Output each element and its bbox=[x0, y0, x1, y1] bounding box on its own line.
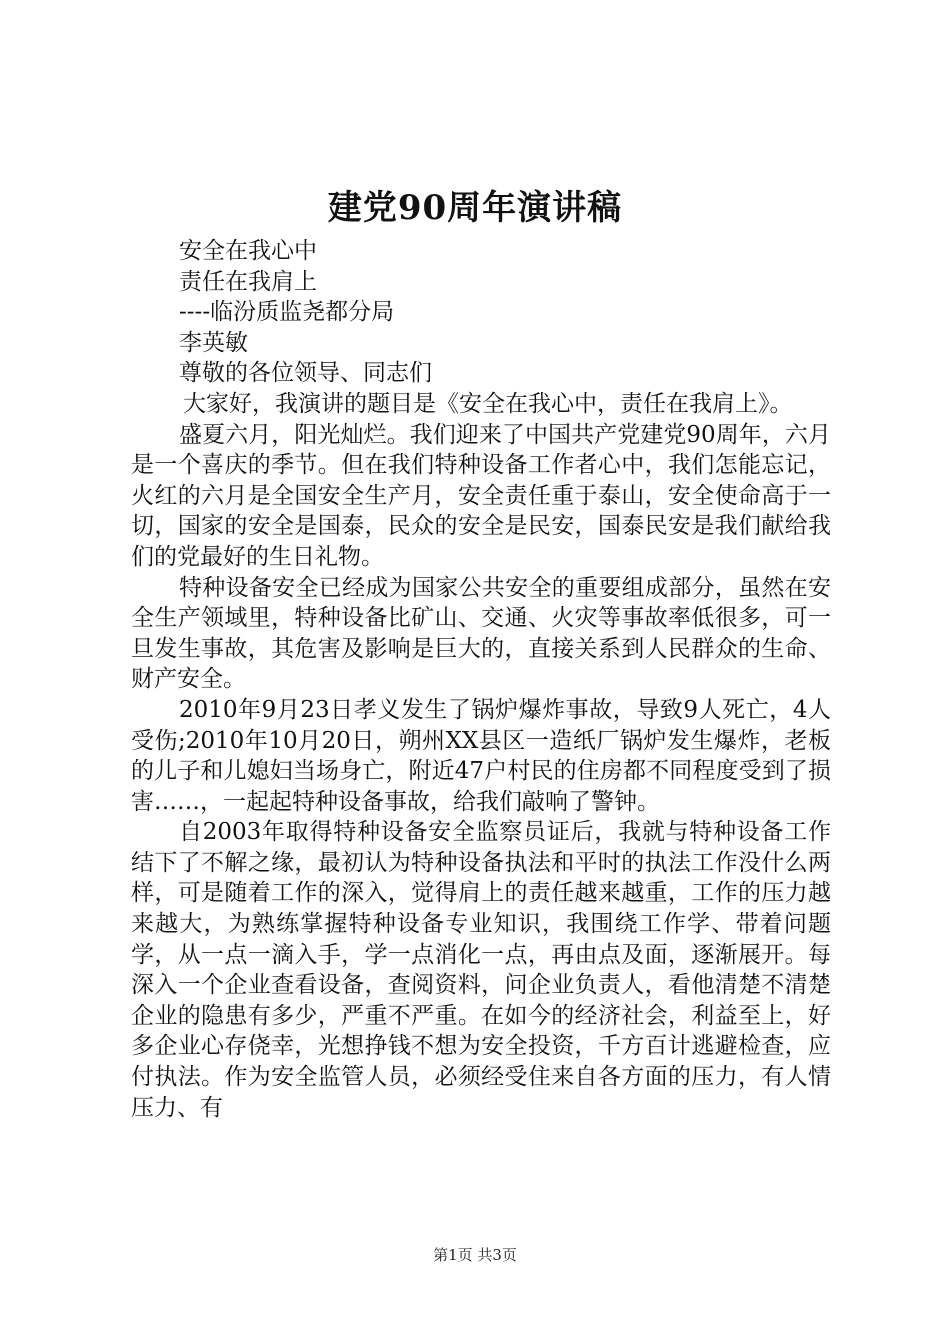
paragraph-june: 盛夏六月，阳光灿烂。我们迎来了中国共产党建党90周年，六月是一个喜庆的季节。但在我们特种设备工作者心中，我们怎能忘记，火红的六月是全国安全生产月，安全责任重于泰山，安全使命高于一切，国家的安全是国泰，民众的安全是民安，国泰民安是我们献给我们的党最好的生日礼物。 bbox=[131, 421, 831, 570]
paragraph-accidents: 2010年9月23日孝义发生了锅炉爆炸事故，导致9人死亡，4人受伤;2010年10月20日，朔州XX县区一造纸厂锅炉发生爆炸，老板的儿子和儿媳妇当场身亡，附近47户村民的住房都不同程度受到了损害……，一起起特种设备事故，给我们敲响了警钟。 bbox=[131, 696, 831, 815]
subtitle-line-1: 安全在我心中 bbox=[179, 238, 317, 264]
document-body bbox=[131, 236, 831, 1123]
salutation-line: 尊敬的各位领导、同志们 bbox=[179, 360, 432, 387]
subtitle-line-2: 责任在我肩上 bbox=[179, 268, 317, 295]
author-line: 李英敏 bbox=[179, 329, 248, 356]
document-title: 建党90周年演讲稿 bbox=[327, 188, 623, 228]
paragraph-experience: 自2003年取得特种设备安全监察员证后，我就与特种设备工作结下了不解之缘，最初认为特种设备执法和平时的执法工作没什么两样，可是随着工作的深入，觉得肩上的责任越来越重，工作的压力越来越大，为熟练掌握特种设备专业知识，我围绕工作学、带着问题学，从一点一滴入手，学一点消化一点，再由点及面，逐渐展开。每深入一个企业查看设备，查阅资料，问企业负责人，看他清楚不清楚企业的隐患有多少，严重不严重。在如今的经济社会，利益至上，好多企业心存侥幸，光想挣钱不想为安全投资，千方百计逃避检查，应付执法。作为安全监管人员，必须经受住来自各方面的压力，有人情压力、有 bbox=[131, 819, 831, 1121]
organization-line: ----临汾质监尧都分局 bbox=[179, 299, 395, 326]
page-footer: 第1页 共3页 bbox=[433, 1246, 517, 1264]
paragraph-special-equipment: 特种设备安全已经成为国家公共安全的重要组成部分，虽然在安全生产领域里，特种设备比矿山、交通、火灾等事故率低很多，可一旦发生事故，其危害及影响是巨大的，直接关系到人民群众的生命、财产安全。 bbox=[131, 574, 831, 693]
paragraph-greeting: 大家好，我演讲的题目是《安全在我心中，责任在我肩上》。 bbox=[183, 390, 793, 417]
